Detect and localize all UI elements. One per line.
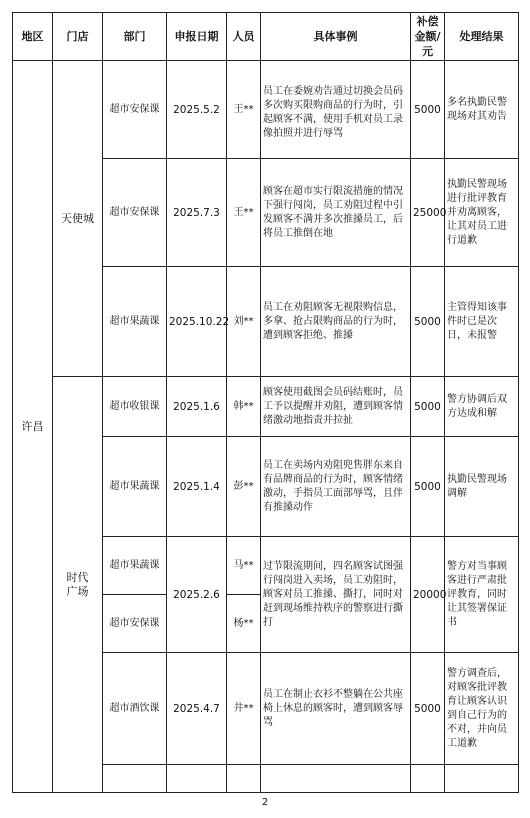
- dept-cell: 超市安保课: [103, 61, 167, 159]
- desc-text: 员工在委婉劝告通过切换会员码多次购买限购商品的行为时，引起顾客不满，使用手机对员工录像拍照并进行辱骂: [263, 85, 403, 139]
- dept-cell: 超市果蔬课: [103, 267, 167, 377]
- dept-cell: 超市安保课: [103, 159, 167, 267]
- header-compensation: 补偿金额/元: [411, 13, 445, 61]
- header-store: 门店: [53, 13, 103, 61]
- empty-cell: [445, 765, 519, 793]
- compensation-cell: 25000: [411, 159, 445, 267]
- empty-cell: [261, 765, 411, 793]
- desc-cell: 顾客使用截图会员码结账时，员工予以提醒并劝阻，遭到顾客情绪激动地指责并拉扯: [261, 377, 411, 437]
- empty-cell: [103, 765, 167, 793]
- header-date: 申报日期: [167, 13, 227, 61]
- desc-cell: 顾客在超市实行限流措施的情况下强行闯岗，员工劝阻过程中引发顾客不满并多次推搡员工，后将员工推倒在地: [261, 159, 411, 267]
- result-cell: 执勤民警现场进行批评教育并劝离顾客，让其对员工进行道歉: [445, 159, 519, 267]
- date-cell: 2025.5.2: [167, 61, 227, 159]
- result-cell: 主管得知该事件时已是次日，未报警: [445, 267, 519, 377]
- desc-cell: [261, 61, 411, 159]
- date-cell: 2025.1.4: [167, 437, 227, 537]
- empty-cell: [167, 765, 227, 793]
- desc-cell: 员工在卖场内劝阻兜售胖东来自有品牌商品的行为时，顾客情绪激动，手指员工面部辱骂，且伴有推搡动作: [261, 437, 411, 537]
- desc-cell: 过节限流期间，四名顾客试图强行闯岗进入卖场，员工劝阻时，顾客对员工推搡、撕打，同时对赶到现场维持秩序的警察进行撕打: [261, 537, 411, 653]
- header-region: 地区: [13, 13, 53, 61]
- date-cell: 2025.2.6: [167, 537, 227, 653]
- header-desc: 具体事例: [261, 13, 411, 61]
- dept-cell: 超市安保课: [103, 595, 167, 653]
- person-cell: 王**: [227, 61, 261, 159]
- dept-cell: 超市酒饮课: [103, 653, 167, 765]
- person-cell: 刘**: [227, 267, 261, 377]
- result-cell: 警方调查后，对顾客批评教育让顾客认识到自己行为的不对，并向员工道歉: [445, 653, 519, 765]
- result-cell: 执勤民警现场调解: [445, 437, 519, 537]
- empty-cell: [411, 765, 445, 793]
- region-cell: 许昌: [13, 61, 53, 793]
- page-number: 2: [261, 797, 269, 808]
- dept-cell: 超市果蔬课: [103, 437, 167, 537]
- person-cell: 彭**: [227, 437, 261, 537]
- table-row: [13, 377, 519, 437]
- compensation-cell: 5000: [411, 437, 445, 537]
- result-cell: 警方协调后双方达成和解: [445, 377, 519, 437]
- header-person: 人员: [227, 13, 261, 61]
- compensation-cell: 20000: [411, 537, 445, 653]
- store-cell: 天使城: [53, 61, 103, 377]
- date-cell: 2025.10.22: [167, 267, 227, 377]
- store-cell: 时代广场: [53, 377, 103, 793]
- header-dept: 部门: [103, 13, 167, 61]
- empty-cell: [227, 765, 261, 793]
- person-cell: 韩**: [227, 377, 261, 437]
- person-cell: 王**: [227, 159, 261, 267]
- header-result: 处理结果: [445, 13, 519, 61]
- desc-cell: 员工在制止衣衫不整躺在公共座椅上休息的顾客时，遭到顾客辱骂: [261, 653, 411, 765]
- result-cell: 多名执勤民警现场对其劝告: [445, 61, 519, 159]
- person-cell: 杨**: [227, 595, 261, 653]
- person-cell: 马**: [227, 537, 261, 595]
- result-cell: 警方对当事顾客进行严肃批评教育，同时让其签署保证书: [445, 537, 519, 653]
- incident-table: [12, 12, 519, 793]
- compensation-cell: 5000: [411, 267, 445, 377]
- person-cell: 井**: [227, 653, 261, 765]
- header-row: [13, 13, 519, 61]
- table-row: [13, 61, 519, 159]
- date-cell: 2025.7.3: [167, 159, 227, 267]
- compensation-cell: 5000: [411, 653, 445, 765]
- compensation-cell: 5000: [411, 377, 445, 437]
- dept-cell: 超市收银课: [103, 377, 167, 437]
- desc-cell: 员工在劝阻顾客无视限购信息，多拿、抢占限购商品的行为时，遭到顾客拒绝、推搡: [261, 267, 411, 377]
- date-cell: 2025.1.6: [167, 377, 227, 437]
- dept-cell: 超市果蔬课: [103, 537, 167, 595]
- date-cell: 2025.4.7: [167, 653, 227, 765]
- compensation-cell: 5000: [411, 61, 445, 159]
